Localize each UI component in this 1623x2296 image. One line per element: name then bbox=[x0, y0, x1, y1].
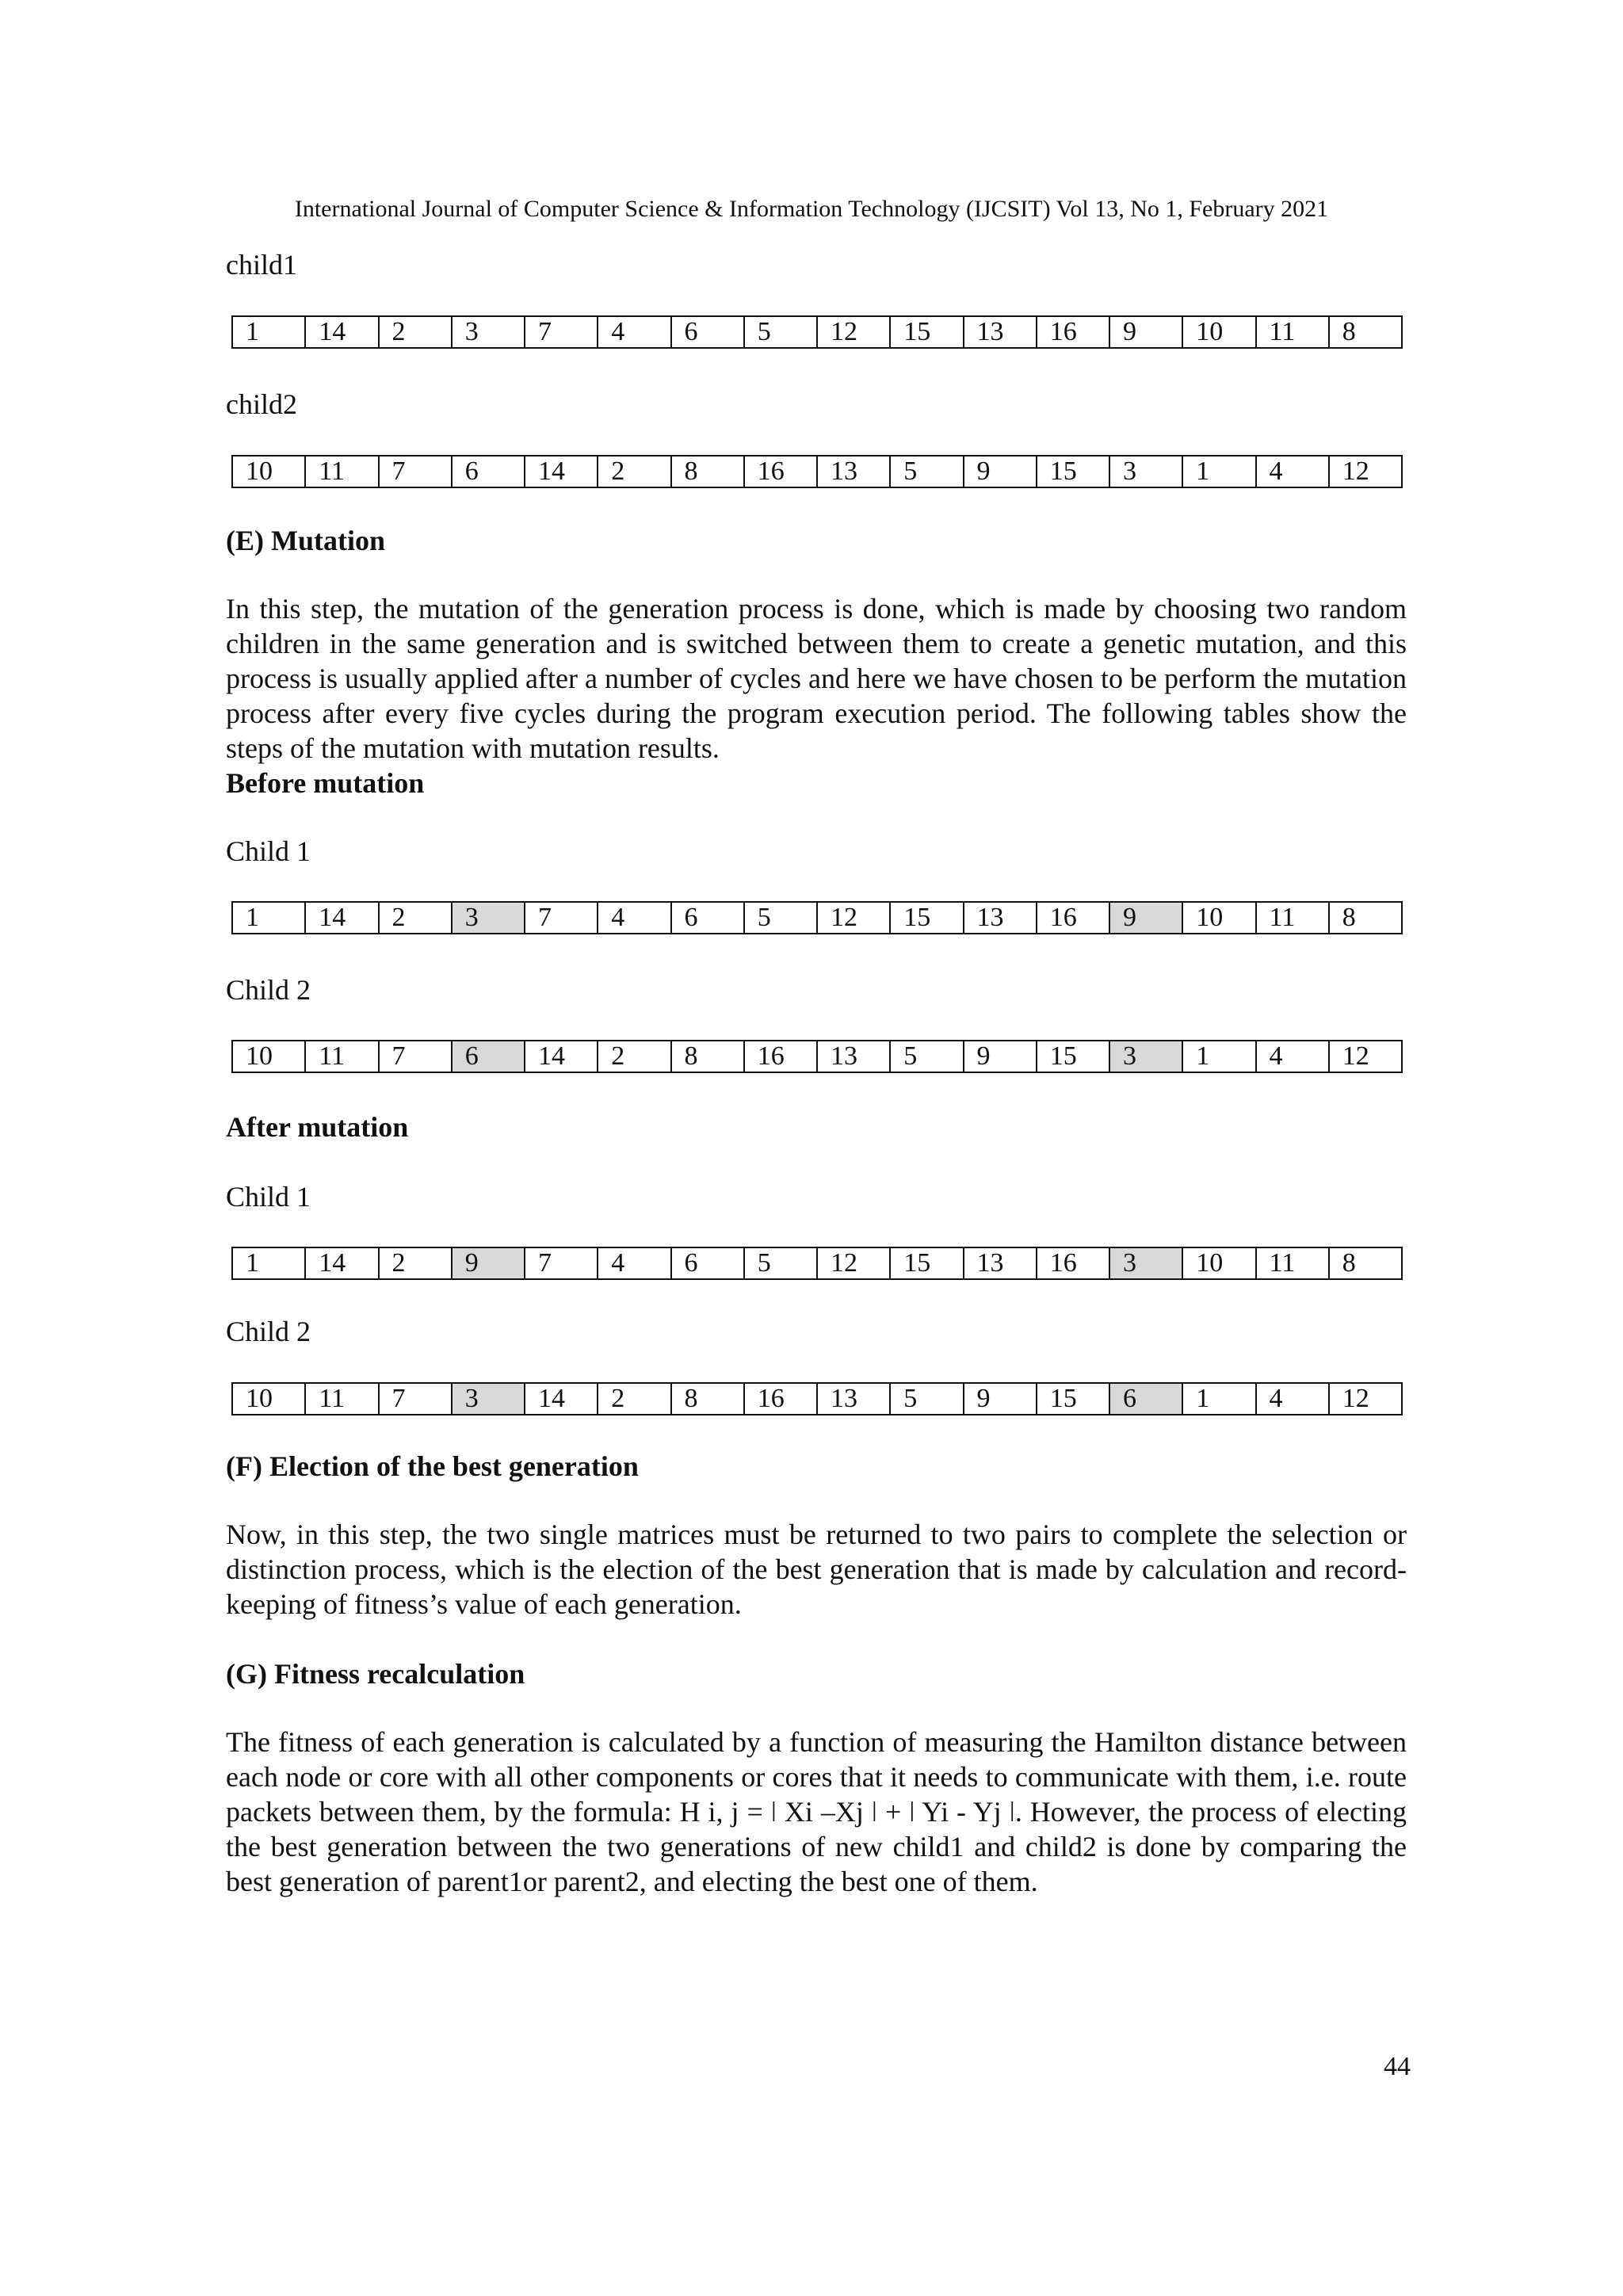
sequence-cell: 9 bbox=[964, 1383, 1037, 1415]
sequence-cell: 6 bbox=[452, 456, 525, 487]
sequence-cell: 14 bbox=[525, 1041, 598, 1072]
sequence-cell: 16 bbox=[744, 456, 817, 487]
table-row bbox=[232, 456, 1402, 487]
sequence-cell: 11 bbox=[305, 456, 378, 487]
sequence-cell: 1 bbox=[1182, 456, 1255, 487]
sequence-cell: 16 bbox=[1037, 316, 1109, 348]
journal-header: International Journal of Computer Science & Information Technology (IJCSIT) Vol 13, No 1, February 2021 bbox=[294, 196, 1329, 222]
child2-sequence-table bbox=[231, 455, 1403, 488]
table-row bbox=[232, 1247, 1402, 1279]
sequence-cell: 6 bbox=[671, 316, 744, 348]
sequence-cell: 4 bbox=[598, 902, 670, 934]
sequence-cell: 13 bbox=[964, 902, 1037, 934]
sequence-cell: 1 bbox=[232, 316, 305, 348]
sequence-cell: 15 bbox=[1037, 1383, 1109, 1415]
sequence-cell: 15 bbox=[1037, 456, 1109, 487]
sequence-cell: 12 bbox=[1329, 1041, 1402, 1072]
page-number: 44 bbox=[1384, 2052, 1411, 2081]
sequence-cell: 9 bbox=[1109, 316, 1182, 348]
sequence-cell: 2 bbox=[379, 1247, 452, 1279]
sequence-cell: 10 bbox=[1182, 1247, 1255, 1279]
sequence-cell: 11 bbox=[305, 1041, 378, 1072]
sequence-cell: 12 bbox=[817, 1247, 890, 1279]
mutation-heading: (E) Mutation bbox=[226, 525, 385, 556]
sequence-cell: 14 bbox=[305, 902, 378, 934]
sequence-cell: 7 bbox=[525, 902, 598, 934]
sequence-cell: 5 bbox=[890, 1041, 963, 1072]
sequence-cell: 15 bbox=[890, 902, 963, 934]
before-child1-label: Child 1 bbox=[226, 835, 311, 867]
sequence-cell: 5 bbox=[744, 316, 817, 348]
sequence-cell: 12 bbox=[1329, 1383, 1402, 1415]
sequence-cell: 3 bbox=[1109, 456, 1182, 487]
sequence-cell: 2 bbox=[379, 316, 452, 348]
election-heading: (F) Election of the best generation bbox=[226, 1450, 639, 1482]
sequence-cell: 3 bbox=[1109, 1041, 1182, 1072]
table-row bbox=[232, 902, 1402, 934]
sequence-cell: 15 bbox=[1037, 1041, 1109, 1072]
sequence-cell: 8 bbox=[671, 1041, 744, 1072]
sequence-cell: 15 bbox=[890, 316, 963, 348]
sequence-cell: 16 bbox=[744, 1383, 817, 1415]
sequence-cell: 8 bbox=[1329, 316, 1402, 348]
table-row bbox=[232, 1041, 1402, 1072]
sequence-cell: 3 bbox=[452, 316, 525, 348]
sequence-cell: 5 bbox=[890, 1383, 963, 1415]
sequence-cell: 12 bbox=[1329, 456, 1402, 487]
sequence-cell: 10 bbox=[232, 456, 305, 487]
sequence-cell: 13 bbox=[817, 1383, 890, 1415]
sequence-cell: 10 bbox=[232, 1041, 305, 1072]
sequence-cell: 9 bbox=[1109, 902, 1182, 934]
sequence-cell: 9 bbox=[964, 1041, 1037, 1072]
sequence-cell: 6 bbox=[671, 902, 744, 934]
sequence-cell: 2 bbox=[598, 1383, 670, 1415]
sequence-cell: 1 bbox=[232, 902, 305, 934]
after-child1-label: Child 1 bbox=[226, 1181, 311, 1213]
before-child2-label: Child 2 bbox=[226, 974, 311, 1006]
sequence-cell: 10 bbox=[1182, 316, 1255, 348]
sequence-cell: 14 bbox=[305, 1247, 378, 1279]
sequence-cell: 7 bbox=[379, 1383, 452, 1415]
table-row bbox=[232, 1383, 1402, 1415]
child2-label: child2 bbox=[226, 388, 297, 420]
sequence-cell: 16 bbox=[1037, 902, 1109, 934]
before-child1-table bbox=[231, 901, 1403, 934]
sequence-cell: 7 bbox=[379, 1041, 452, 1072]
sequence-cell: 12 bbox=[817, 316, 890, 348]
sequence-cell: 6 bbox=[671, 1247, 744, 1279]
sequence-cell: 8 bbox=[1329, 1247, 1402, 1279]
sequence-cell: 4 bbox=[1256, 1383, 1329, 1415]
before-child2-table bbox=[231, 1040, 1403, 1073]
sequence-cell: 1 bbox=[232, 1247, 305, 1279]
sequence-cell: 13 bbox=[964, 316, 1037, 348]
sequence-cell: 3 bbox=[452, 902, 525, 934]
sequence-cell: 13 bbox=[964, 1247, 1037, 1279]
sequence-cell: 2 bbox=[598, 1041, 670, 1072]
sequence-cell: 14 bbox=[525, 1383, 598, 1415]
sequence-cell: 3 bbox=[1109, 1247, 1182, 1279]
sequence-cell: 12 bbox=[817, 902, 890, 934]
sequence-cell: 14 bbox=[525, 456, 598, 487]
sequence-cell: 7 bbox=[525, 316, 598, 348]
sequence-cell: 7 bbox=[525, 1247, 598, 1279]
after-child2-label: Child 2 bbox=[226, 1316, 311, 1347]
sequence-cell: 16 bbox=[1037, 1247, 1109, 1279]
sequence-cell: 4 bbox=[598, 1247, 670, 1279]
sequence-cell: 10 bbox=[232, 1383, 305, 1415]
sequence-cell: 10 bbox=[1182, 902, 1255, 934]
sequence-cell: 13 bbox=[817, 456, 890, 487]
sequence-cell: 1 bbox=[1182, 1041, 1255, 1072]
sequence-cell: 11 bbox=[1256, 902, 1329, 934]
fitness-paragraph: The fitness of each generation is calculated by a function of measuring the Hamilton distance between each node or core with all other components or cores that it needs to communicate with them, i.e. route packets between them, by the formula: H i, j = ǀ Xi –Xj ǀ + ǀ Yi - Yj ǀ. However, the process of electing the best generation between the two generations of new child1 and child2 is done by comparing the best generation of parent1or parent2, and electing the best one of them. bbox=[226, 1726, 1407, 1897]
sequence-cell: 6 bbox=[452, 1041, 525, 1072]
sequence-cell: 8 bbox=[1329, 902, 1402, 934]
after-mutation-heading: After mutation bbox=[226, 1111, 409, 1143]
mutation-paragraph: In this step, the mutation of the generation process is done, which is made by choosing two random children in the same generation and is switched between them to create a genetic mutation, and this process is usually applied after a number of cycles and here we have chosen to be perform the mutation process after every five cycles during the program execution period. The following tables show the steps of the mutation with mutation results. bbox=[226, 593, 1407, 764]
sequence-cell: 1 bbox=[1182, 1383, 1255, 1415]
sequence-cell: 2 bbox=[379, 902, 452, 934]
sequence-cell: 4 bbox=[598, 316, 670, 348]
sequence-cell: 2 bbox=[598, 456, 670, 487]
before-mutation-heading: Before mutation bbox=[226, 767, 425, 799]
fitness-heading: (G) Fitness recalculation bbox=[226, 1658, 525, 1690]
child1-label: child1 bbox=[226, 249, 297, 281]
table-row bbox=[232, 316, 1402, 348]
sequence-cell: 3 bbox=[452, 1383, 525, 1415]
sequence-cell: 4 bbox=[1256, 456, 1329, 487]
sequence-cell: 5 bbox=[744, 902, 817, 934]
after-child1-table bbox=[231, 1247, 1403, 1280]
sequence-cell: 15 bbox=[890, 1247, 963, 1279]
sequence-cell: 9 bbox=[964, 456, 1037, 487]
sequence-cell: 4 bbox=[1256, 1041, 1329, 1072]
sequence-cell: 5 bbox=[744, 1247, 817, 1279]
sequence-cell: 7 bbox=[379, 456, 452, 487]
sequence-cell: 5 bbox=[890, 456, 963, 487]
sequence-cell: 11 bbox=[1256, 1247, 1329, 1279]
election-paragraph: Now, in this step, the two single matrices must be returned to two pairs to complete the selection or distinction process, which is the election of the best generation that is made by calculation and record-keeping of fitness’s value of each generation. bbox=[226, 1519, 1407, 1620]
sequence-cell: 8 bbox=[671, 1383, 744, 1415]
sequence-cell: 16 bbox=[744, 1041, 817, 1072]
sequence-cell: 14 bbox=[305, 316, 378, 348]
sequence-cell: 11 bbox=[305, 1383, 378, 1415]
sequence-cell: 8 bbox=[671, 456, 744, 487]
after-child2-table bbox=[231, 1382, 1403, 1415]
sequence-cell: 11 bbox=[1256, 316, 1329, 348]
sequence-cell: 9 bbox=[452, 1247, 525, 1279]
sequence-cell: 13 bbox=[817, 1041, 890, 1072]
child1-sequence-table bbox=[231, 315, 1403, 349]
sequence-cell: 6 bbox=[1109, 1383, 1182, 1415]
